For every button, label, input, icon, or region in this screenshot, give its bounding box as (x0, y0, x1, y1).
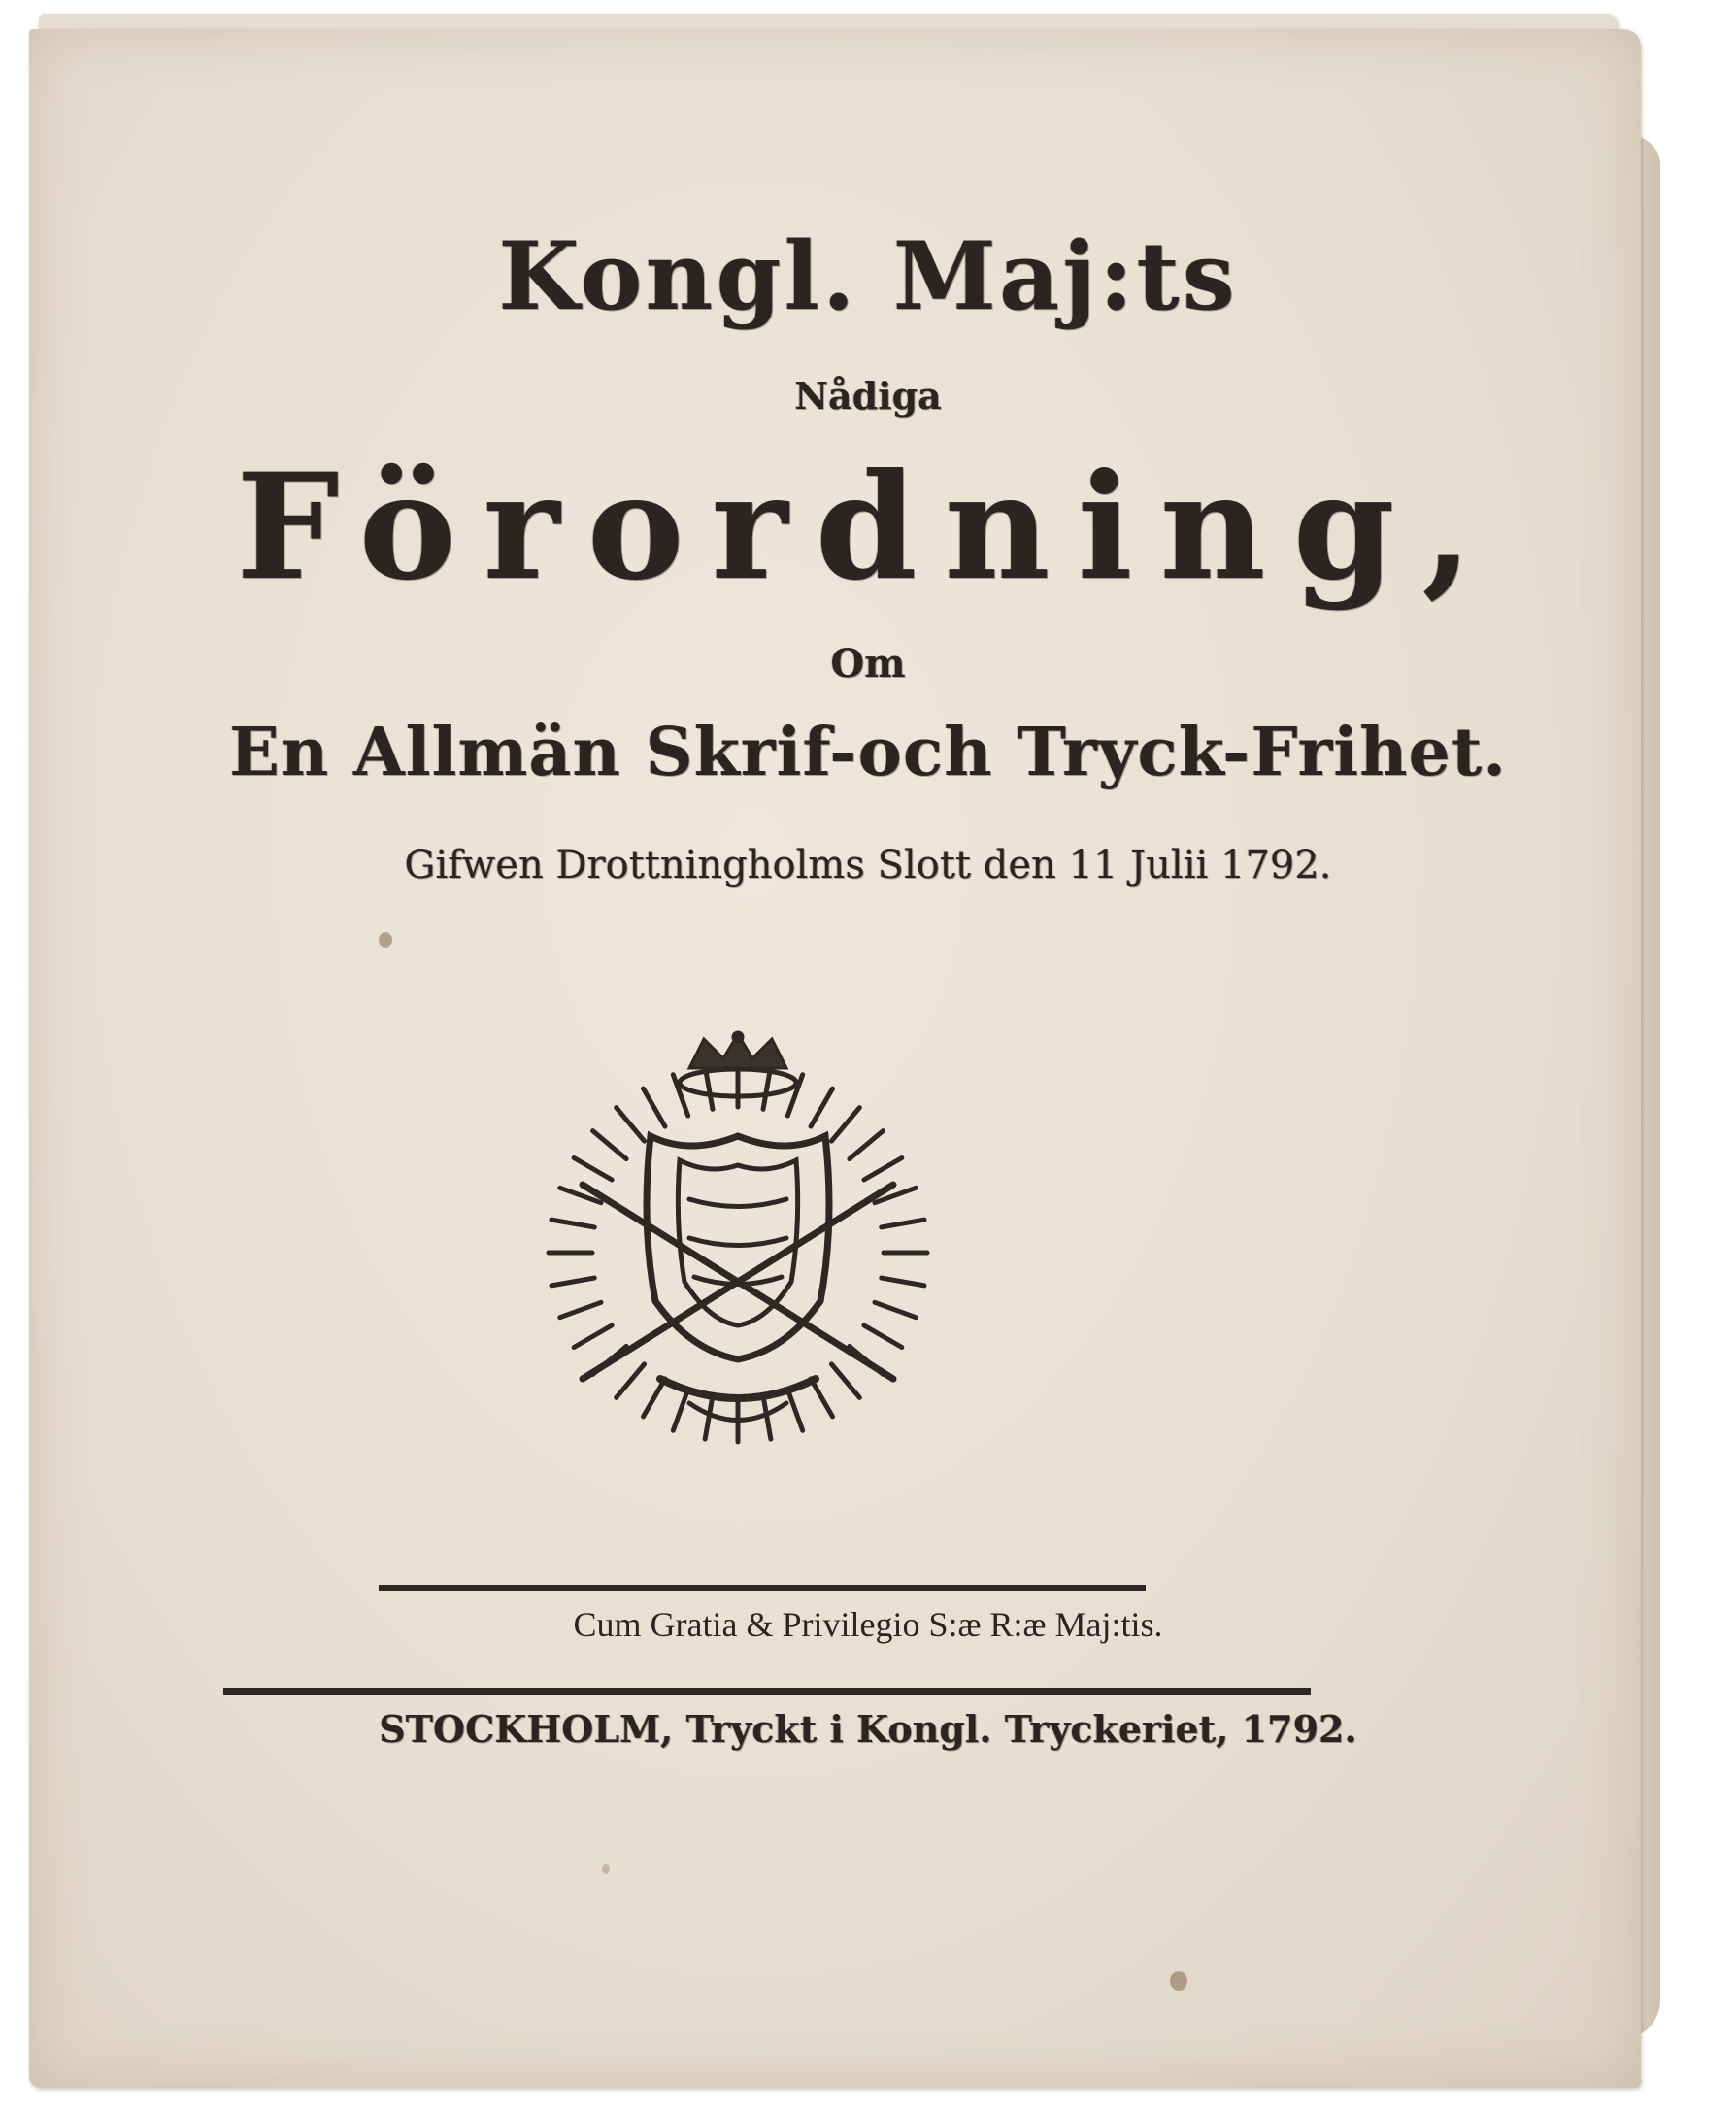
date-line: Gifwen Drottningholms Slott den 11 Julii 1792. (404, 843, 1332, 888)
title-forordning: Förordning, (236, 442, 1500, 613)
royal-coat-of-arms-icon (544, 1029, 932, 1447)
title-nadiga: Nådiga (794, 374, 942, 418)
privilege-line: Cum Gratia & Privilegio S:æ R:æ Maj:tis. (573, 1605, 1163, 1644)
divider-rule (223, 1688, 1311, 1695)
title-kongl-majts: Kongl. Maj:ts (498, 221, 1238, 331)
stain-mark (602, 1864, 610, 1874)
stain-mark (1170, 1971, 1187, 1991)
divider-rule (379, 1585, 1146, 1591)
title-subject: En Allmän Skrif-och Tryck-Frihet. (229, 714, 1507, 791)
title-om: Om (830, 641, 906, 687)
stain-mark (379, 932, 392, 948)
imprint-line: STOCKHOLM, Tryckt i Kongl. Tryckeriet, 1792. (379, 1707, 1357, 1751)
